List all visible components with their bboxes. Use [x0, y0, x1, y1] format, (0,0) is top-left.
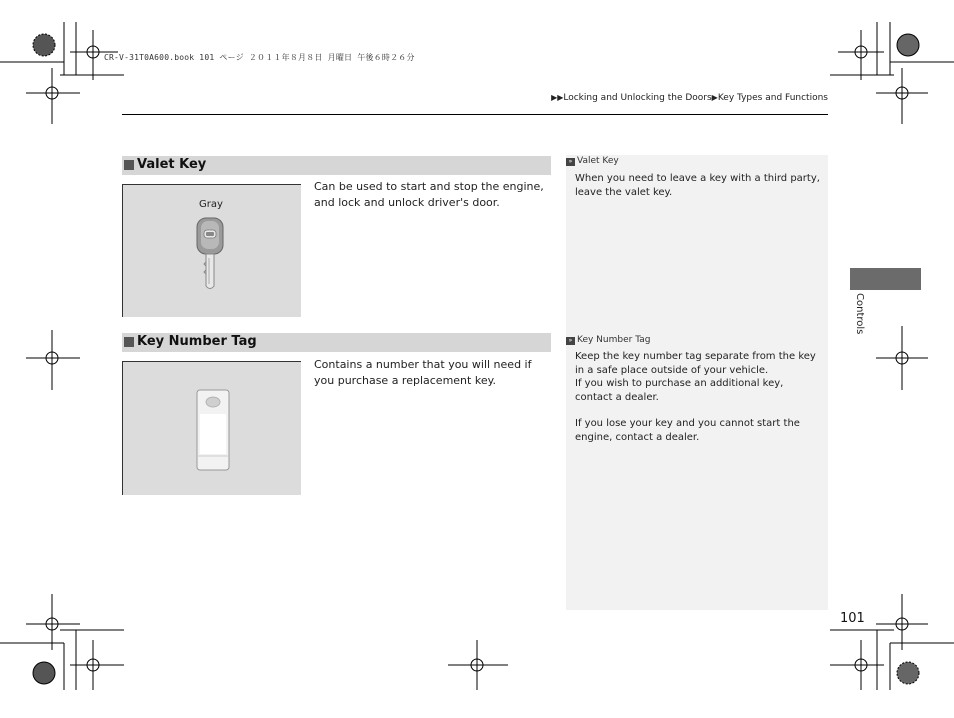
valet-key-description: Can be used to start and stop the engine, and lock and unlock driver's door.: [314, 180, 544, 209]
chapter-tab-label: Controls: [854, 293, 865, 335]
header-rule: [122, 114, 828, 115]
file-header: CR-V-31T0A600.book 101 ページ ２０１１年８月８日 月曜日 午後６時２６分: [104, 53, 415, 62]
sidebar-text-key-number-tag-3: If you lose your key and you cannot start the engine, contact a dealer.: [575, 418, 800, 443]
key-icon: [195, 216, 229, 292]
page-number: 101: [840, 611, 865, 626]
sidebar-title-valet-key: » Valet Key: [566, 156, 619, 166]
square-bullet-icon: [124, 337, 134, 347]
arrow-icon: ▶: [711, 93, 718, 102]
section-header-key-number-tag: [122, 333, 551, 352]
sidebar-text-key-number-tag-2: If you wish to purchase an additional key, contact a dealer.: [575, 378, 784, 403]
sidebar-text-key-number-tag-1: Keep the key number tag separate from the key in a safe place outside of your vehicle.: [575, 351, 816, 376]
image-label-gray: Gray: [199, 199, 223, 210]
reference-icon: »: [566, 337, 575, 345]
section-title: Valet Key: [137, 157, 207, 172]
breadcrumb-part2: Key Types and Functions: [717, 93, 828, 103]
section-title: Key Number Tag: [137, 334, 257, 349]
sidebar-title-key-number-tag: » Key Number Tag: [566, 335, 650, 345]
double-arrow-icon: ▶▶: [551, 93, 564, 102]
breadcrumb-part1: Locking and Unlocking the Doors: [563, 93, 712, 103]
sidebar-text-valet-key: When you need to leave a key with a third party, leave the valet key.: [575, 173, 820, 198]
key-number-tag-image: [122, 361, 301, 495]
chapter-tab: [850, 268, 921, 290]
breadcrumb: [551, 93, 828, 103]
valet-key-image: [122, 184, 301, 317]
key-number-tag-description: Contains a number that you will need if you purchase a replacement key.: [314, 358, 532, 387]
square-bullet-icon: [124, 160, 134, 170]
tag-icon: [195, 388, 231, 472]
section-header-valet-key: [122, 156, 551, 175]
reference-icon: »: [566, 158, 575, 166]
